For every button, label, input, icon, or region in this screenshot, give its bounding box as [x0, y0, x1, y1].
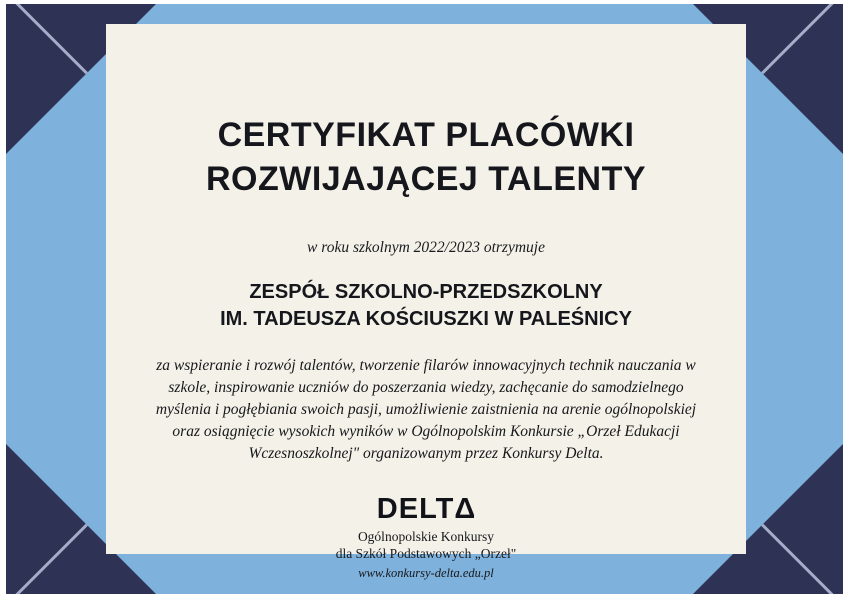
recipient-name: [146, 279, 706, 333]
certificate-title: [146, 114, 706, 201]
delta-logo: [377, 493, 475, 526]
recipient-name-line-1: ZESPÓŁ SZKOLNO-PRZEDSZKOLNY: [249, 281, 603, 304]
certificate-description: za wspieranie i rozwój talentów, tworzenie filarów innowacyjnych technik nauczania w szkole, inspirowanie uczniów do poszerzania wiedzy, zachęcanie do samodzielnego myślenia i pogłębiania swoich pasji, umożliwienie zaistnienia na arenie ogólnopolskiej oraz osiągnięcie wysokich wyników w Ogólnopolskim Konkursie „Orzeł Edukacji Wczesnoszkolnej" organizowanym przez Konkursy Delta.: [155, 357, 697, 463]
certificate-title-line-1: CERTYFIKAT PLACÓWKI: [217, 116, 635, 154]
issuer-logo-block: [146, 493, 706, 581]
delta-logo-text: DELT: [376, 493, 455, 526]
recipient-name-line-2: IM. TADEUSZA KOŚCIUSZKI W PALEŚNICY: [220, 308, 632, 331]
delta-triangle-icon: Δ: [454, 493, 476, 526]
certificate-title-line-2: ROZWIJAJĄCEJ TALENTY: [205, 159, 647, 198]
issuer-subtitle-line-2: dla Szkół Podstawowych „Orzeł": [335, 545, 517, 561]
issuer-subtitle-line-1: Ogólnopolskie Konkursy: [357, 529, 495, 545]
issuer-website-url: www.konkursy-delta.edu.pl: [358, 565, 494, 580]
certificate-inner-panel: [106, 24, 746, 580]
school-year-statement: w roku szkolnym 2022/2023 otrzymuje: [307, 239, 545, 257]
